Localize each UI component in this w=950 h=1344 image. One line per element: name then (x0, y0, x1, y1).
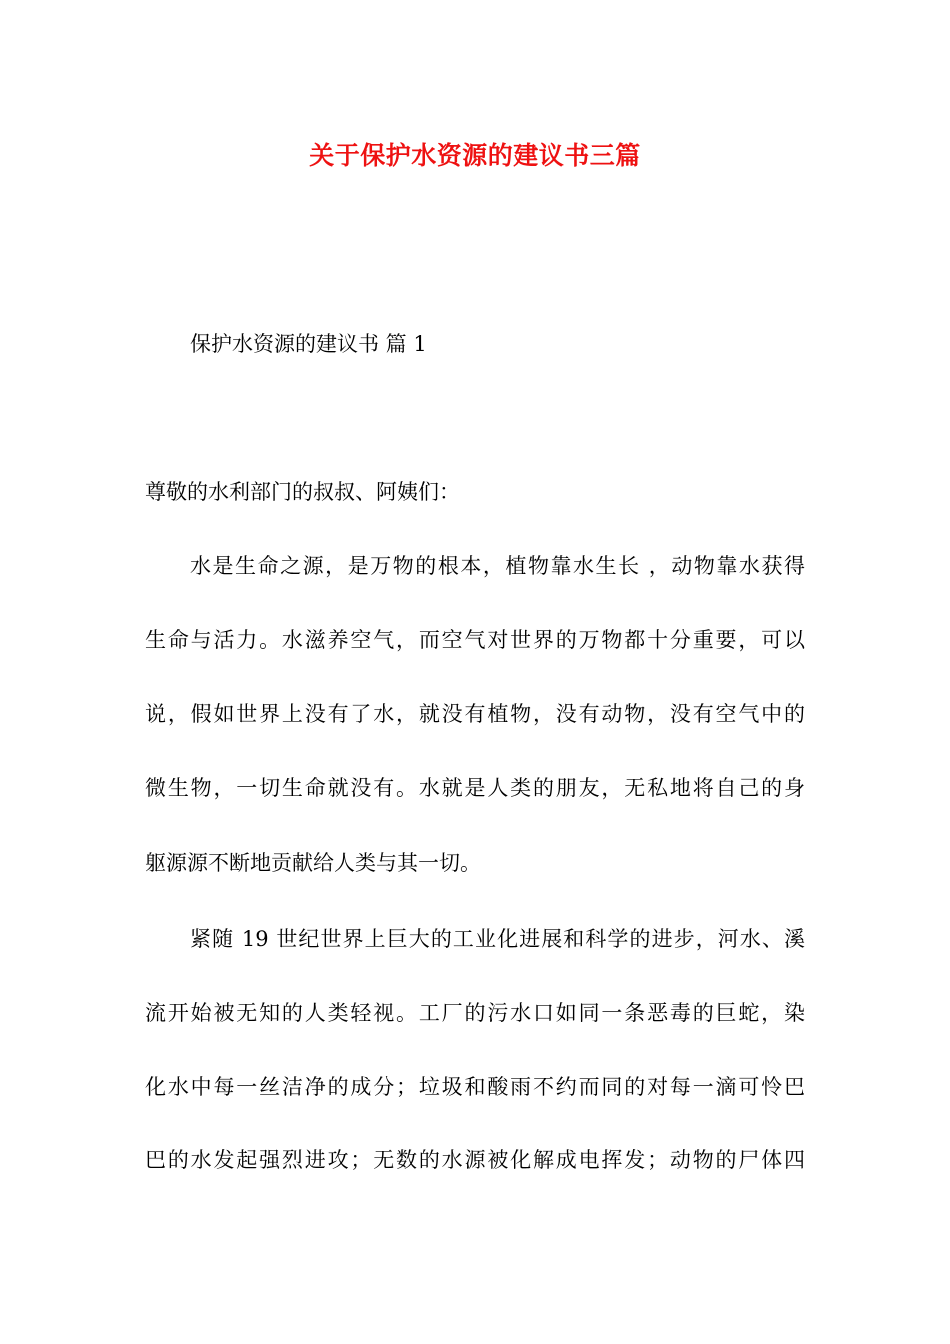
document-title: 关于保护水资源的建议书三篇 (309, 141, 641, 170)
paragraph-line: 躯源源不断地贡献给人类与其一切。 (145, 851, 481, 875)
paragraph-line: 化水中每一丝洁净的成分；垃圾和酸雨不约而同的对每一滴可怜巴 (145, 1075, 805, 1099)
paragraph-line: 水是生命之源，是万物的根本，植物靠水生长 ，动物靠水获得 (190, 554, 805, 578)
paragraph-line: 生命与活力。水滋养空气，而空气对世界的万物都十分重要，可以 (145, 628, 805, 652)
paragraph-line: 巴的水发起强烈进攻；无数的水源被化解成电挥发；动物的尸体四 (145, 1148, 805, 1172)
paragraph-line: 流开始被无知的人类轻视。工厂的污水口如同一条恶毒的巨蛇，染 (145, 1001, 805, 1025)
salutation: 尊敬的水利部门的叔叔、阿姨们： (145, 480, 460, 504)
paragraph-line: 微生物，一切生命就没有。水就是人类的朋友，无私地将自己的身 (145, 776, 805, 800)
paragraph-line: 说，假如世界上没有了水，就没有植物，没有动物，没有空气中的 (145, 702, 805, 726)
section-heading: 保护水资源的建议书 篇 1 (190, 332, 427, 356)
paragraph-line: 紧随 19 世纪世界上巨大的工业化进展和科学的进步，河水、溪 (190, 927, 805, 951)
